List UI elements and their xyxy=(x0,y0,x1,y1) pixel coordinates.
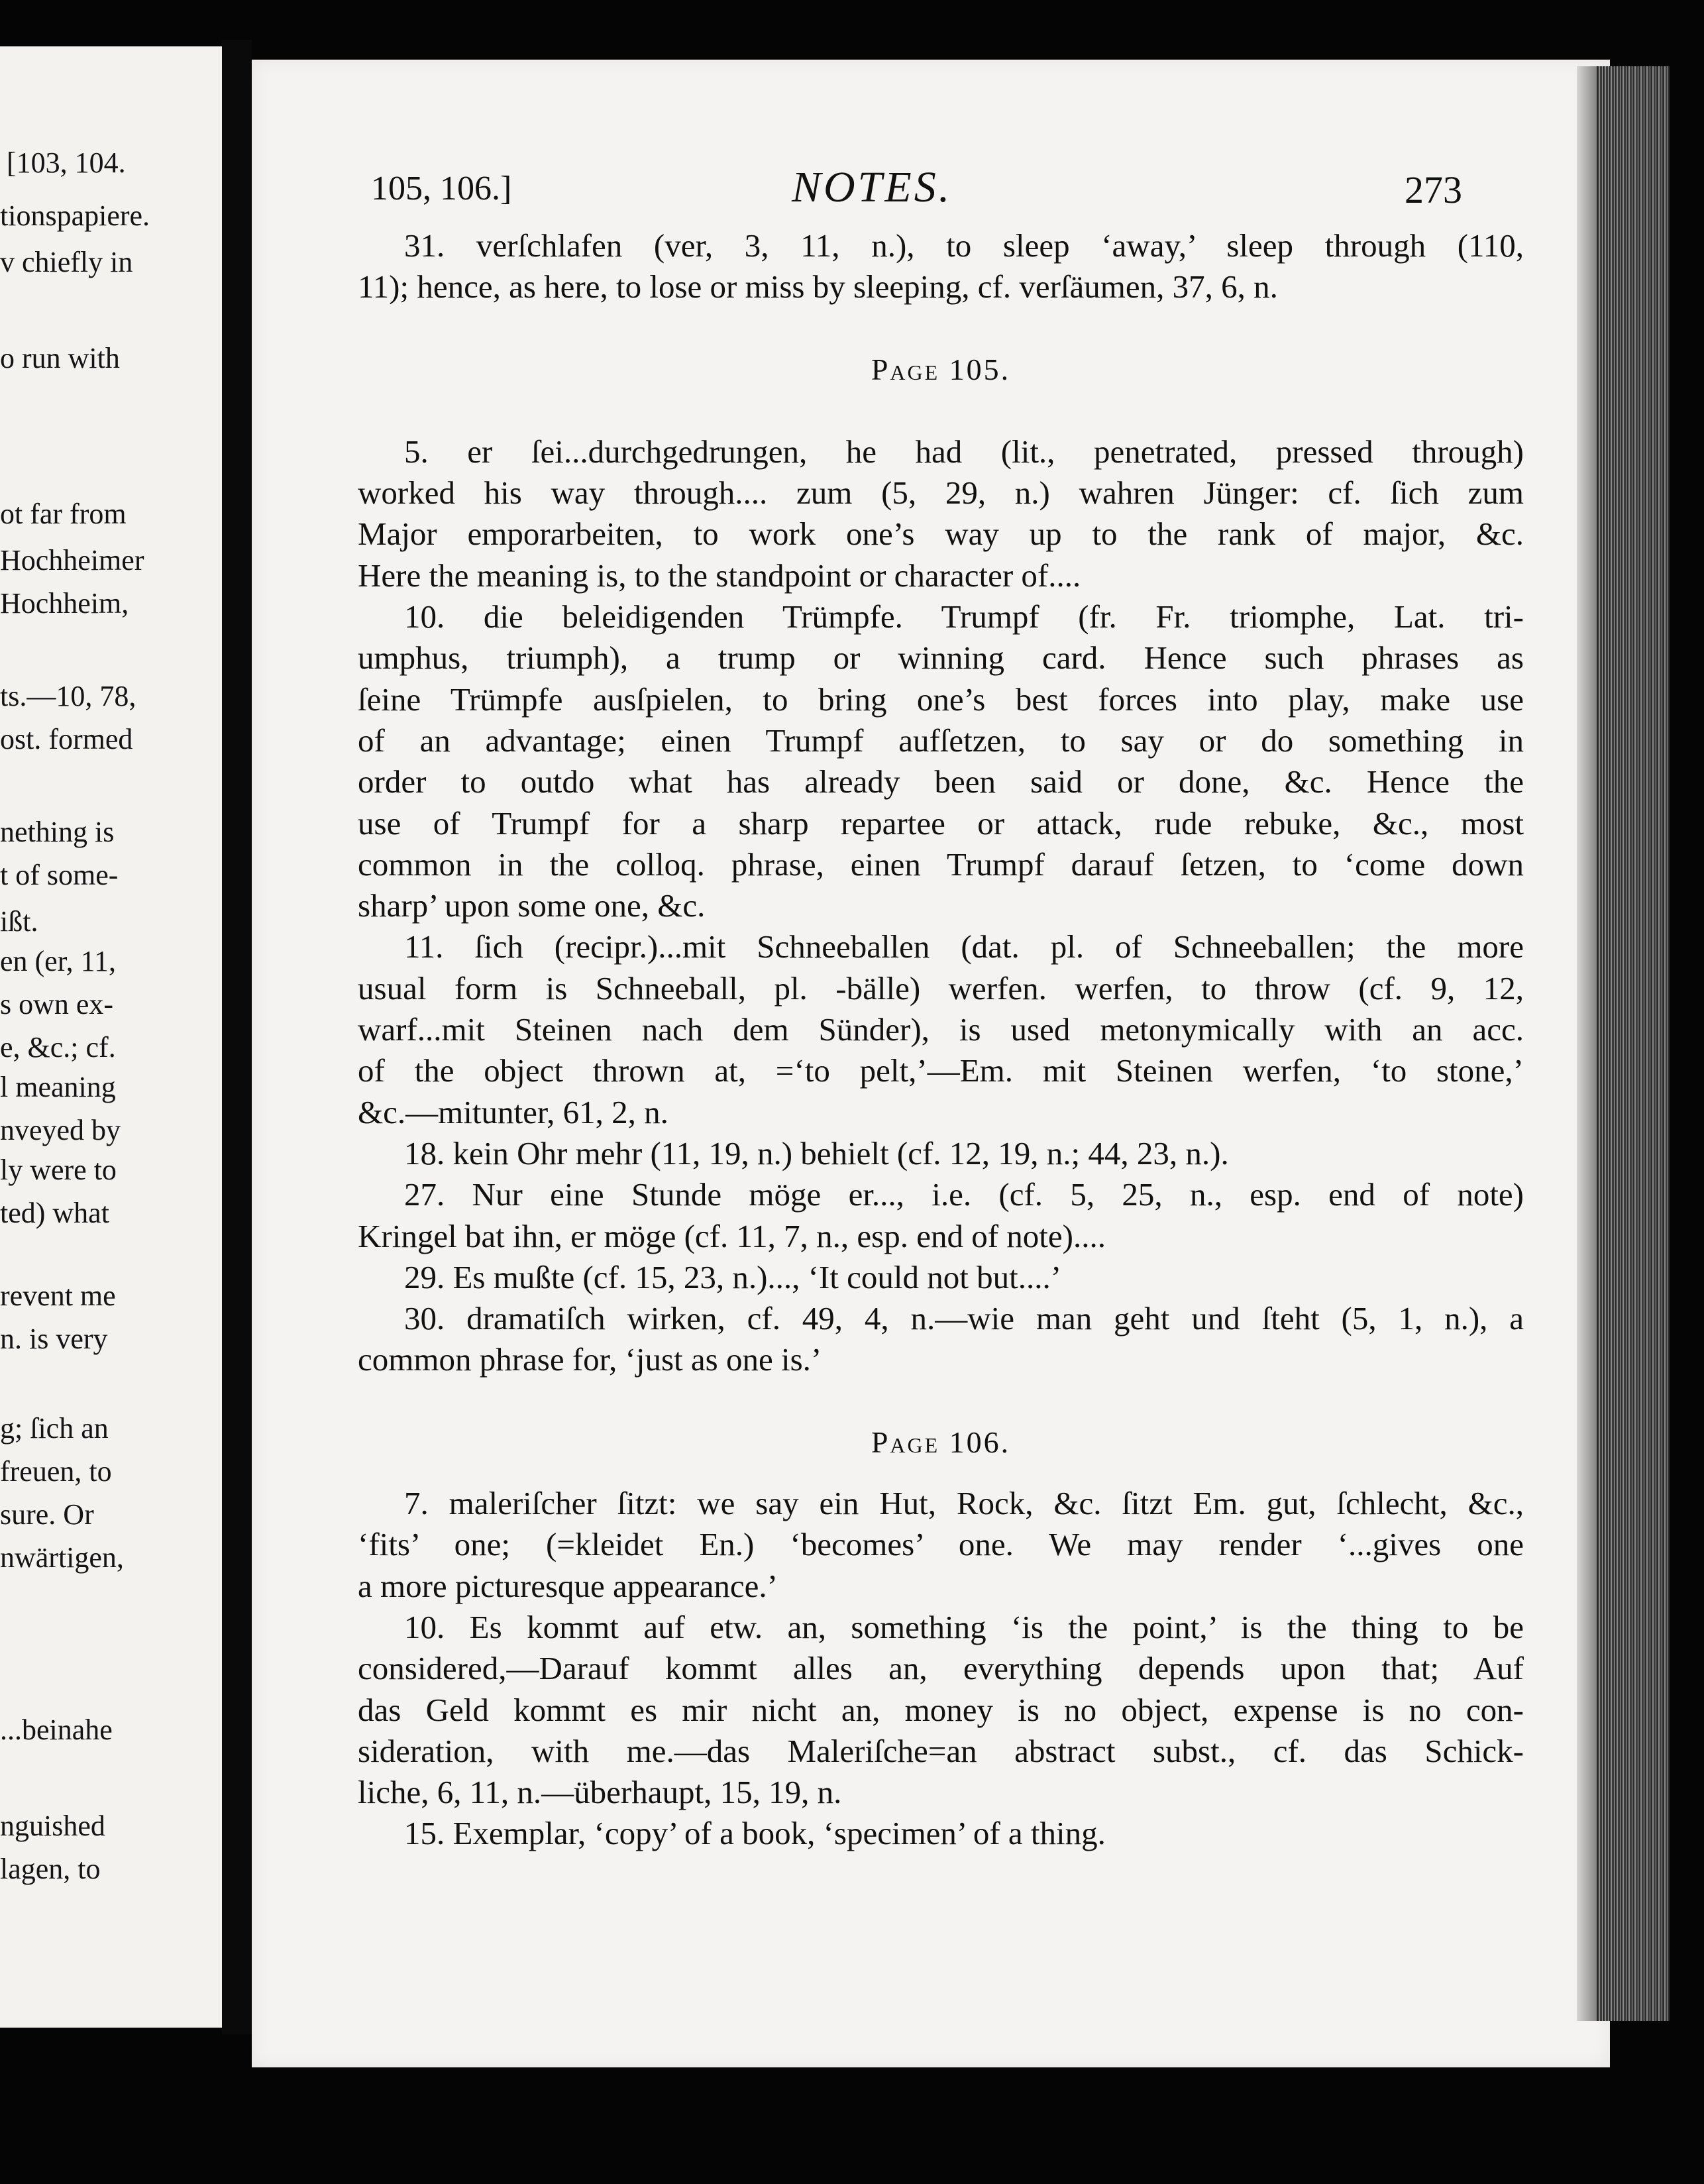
note-line: das Geld kommt es mir nicht an, money is no object, expense is no con- xyxy=(358,1691,1524,1728)
facing-page-line: l meaning xyxy=(0,1071,116,1103)
facing-page-line: lagen, to xyxy=(0,1853,101,1885)
note-line: 7. maleriſcher ſitzt: we say ein Hut, Rock, &c. ſitzt Em. gut, ſchlecht, &c., xyxy=(404,1485,1524,1522)
note-line: usual form is Schneeball, pl. -bälle) werfen. werfen, to throw (cf. 9, 12, xyxy=(358,969,1524,1007)
note-line: 10. die beleidigenden Trümpfe. Trumpf (fr. Fr. triomphe, Lat. tri- xyxy=(404,598,1524,635)
vertical-space xyxy=(358,1381,1524,1422)
page-number: 273 xyxy=(1405,168,1462,211)
vertical-space xyxy=(358,1463,1524,1483)
note-line: common phrase for, ‘just as one is.’ xyxy=(358,1341,822,1378)
facing-page-line: Hochheim, xyxy=(0,587,129,620)
note-line: of an advantage; einen Trumpf aufſetzen, to say or do something in xyxy=(358,722,1524,759)
facing-page-line: freuen, to xyxy=(0,1455,112,1488)
note-line: 5. er ſei...durchgedrungen, he had (lit., penetrated, pressed through) xyxy=(404,433,1524,470)
notes-body xyxy=(358,225,1524,1855)
note-line: 29. Es mußte (cf. 15, 23, n.)..., ‘It could not but....’ xyxy=(404,1258,1062,1295)
note-line: 31. verſchlafen (ver, 3, 11, n.), to sleep ‘away,’ sleep through (110, xyxy=(404,227,1524,264)
note-line: sideration, with me.—das Maleriſche=an abstract subst., cf. das Schick- xyxy=(358,1732,1524,1769)
facing-page-line: e, &c.; cf. xyxy=(0,1031,116,1064)
note-line: &c.—mitunter, 61, 2, n. xyxy=(358,1093,668,1130)
facing-page-line: nething is xyxy=(0,816,115,848)
note-line: common in the colloq. phrase, einen Trumpf darauf ſetzen, to ‘come down xyxy=(358,846,1524,883)
note-line: 18. kein Ohr mehr (11, 19, n.) behielt (cf. 12, 19, n.; 44, 23, n.). xyxy=(404,1134,1229,1172)
facing-page-line: ...beinahe xyxy=(0,1714,113,1746)
facing-page-line: ly were to xyxy=(0,1154,117,1186)
section-heading: Page 106. xyxy=(871,1425,1011,1459)
facing-page-fragment xyxy=(0,46,222,2028)
note-line: 10. Es kommt auf etw. an, something ‘is the point,’ is the thing to be xyxy=(404,1608,1524,1645)
note-line: a more picturesque appearance.’ xyxy=(358,1567,778,1604)
running-title: NOTES. xyxy=(792,163,953,211)
facing-page-line: sure. Or xyxy=(0,1498,94,1531)
facing-page-line: [103, 104. xyxy=(7,146,126,179)
note-line: sharp’ upon some one, &c. xyxy=(358,887,706,924)
facing-page-line: ted) what xyxy=(0,1197,109,1229)
facing-page-line: Hochheimer xyxy=(0,544,144,576)
page-edges xyxy=(1597,66,1670,2021)
vertical-space xyxy=(358,390,1524,431)
facing-page-line: v chiefly in xyxy=(0,246,133,278)
note-line: order to outdo what has already been said or done, &c. Hence the xyxy=(358,763,1524,800)
note-line: 15. Exemplar, ‘copy’ of a book, ‘specimen’ of a thing. xyxy=(404,1815,1106,1852)
facing-page-line: nguished xyxy=(0,1810,105,1842)
note-line: 30. dramatiſch wirken, cf. 49, 4, n.—wie man geht und ſteht (5, 1, n.), a xyxy=(404,1300,1524,1337)
facing-page-line: revent me xyxy=(0,1280,116,1312)
note-line: 11); hence, as here, to lose or miss by sleeping, cf. verſäumen, 37, 6, n. xyxy=(358,268,1278,305)
notes-page xyxy=(252,60,1610,2067)
page-header xyxy=(252,156,1610,215)
facing-page-line: n. is very xyxy=(0,1323,108,1355)
note-line: Here the meaning is, to the standpoint or character of.... xyxy=(358,557,1081,594)
note-line: worked his way through.... zum (5, 29, n.) wahren Jünger: cf. ſich zum xyxy=(358,474,1524,512)
facing-page-line: o run with xyxy=(0,342,120,374)
note-line: 11. ſich (recipr.)...mit Schneeballen (dat. pl. of Schneeballen; the more xyxy=(404,928,1524,965)
facing-page-line: g; ſich an xyxy=(0,1412,109,1445)
note-line: ſeine Trümpfe ausſpielen, to bring one’s best forces into play, make use xyxy=(358,681,1524,718)
facing-page-line: t of some- xyxy=(0,859,119,891)
vertical-space xyxy=(358,308,1524,349)
facing-page-line: s own ex- xyxy=(0,988,114,1020)
note-line: use of Trumpf for a sharp repartee or attack, rude rebuke, &c., most xyxy=(358,804,1524,842)
note-line: warf...mit Steinen nach dem Sünder), is used metonymically with an acc. xyxy=(358,1011,1524,1048)
gutter xyxy=(222,40,252,2034)
note-line: considered,—Darauf kommt alles an, everything depends upon that; Auf xyxy=(358,1650,1524,1687)
facing-page-line: ißt. xyxy=(0,905,38,938)
facing-page-line: tionspapiere. xyxy=(0,199,150,232)
note-line: umphus, triumph), a trump or winning card. Hence such phrases as xyxy=(358,639,1524,677)
facing-page-line: ost. formed xyxy=(0,723,133,755)
facing-page-line: en (er, 11, xyxy=(0,945,116,977)
section-heading: Page 105. xyxy=(871,352,1011,386)
note-line: Kringel bat ihn, er möge (cf. 11, 7, n., esp. end of note).... xyxy=(358,1217,1106,1254)
facing-page-line: ts.—10, 78, xyxy=(0,680,136,712)
note-line: liche, 6, 11, n.—überhaupt, 15, 19, n. xyxy=(358,1774,842,1811)
facing-page-line: nwärtigen, xyxy=(0,1541,124,1574)
note-line: 27. Nur eine Stunde möge er..., i.e. (cf. 5, 25, n., esp. end of note) xyxy=(404,1176,1524,1213)
note-line: ‘fits’ one; (=kleidet En.) ‘becomes’ one. We may render ‘...gives one xyxy=(358,1526,1524,1563)
note-line: Major emporarbeiten, to work one’s way up to the rank of major, &c. xyxy=(358,516,1524,553)
facing-page-line: nveyed by xyxy=(0,1114,121,1146)
note-line: of the object thrown at, =‘to pelt,’—Em. mit Steinen werfen, ‘to stone,’ xyxy=(358,1052,1524,1089)
page-range: 105, 106.] xyxy=(371,170,512,207)
facing-page-line: ot far from xyxy=(0,498,127,530)
